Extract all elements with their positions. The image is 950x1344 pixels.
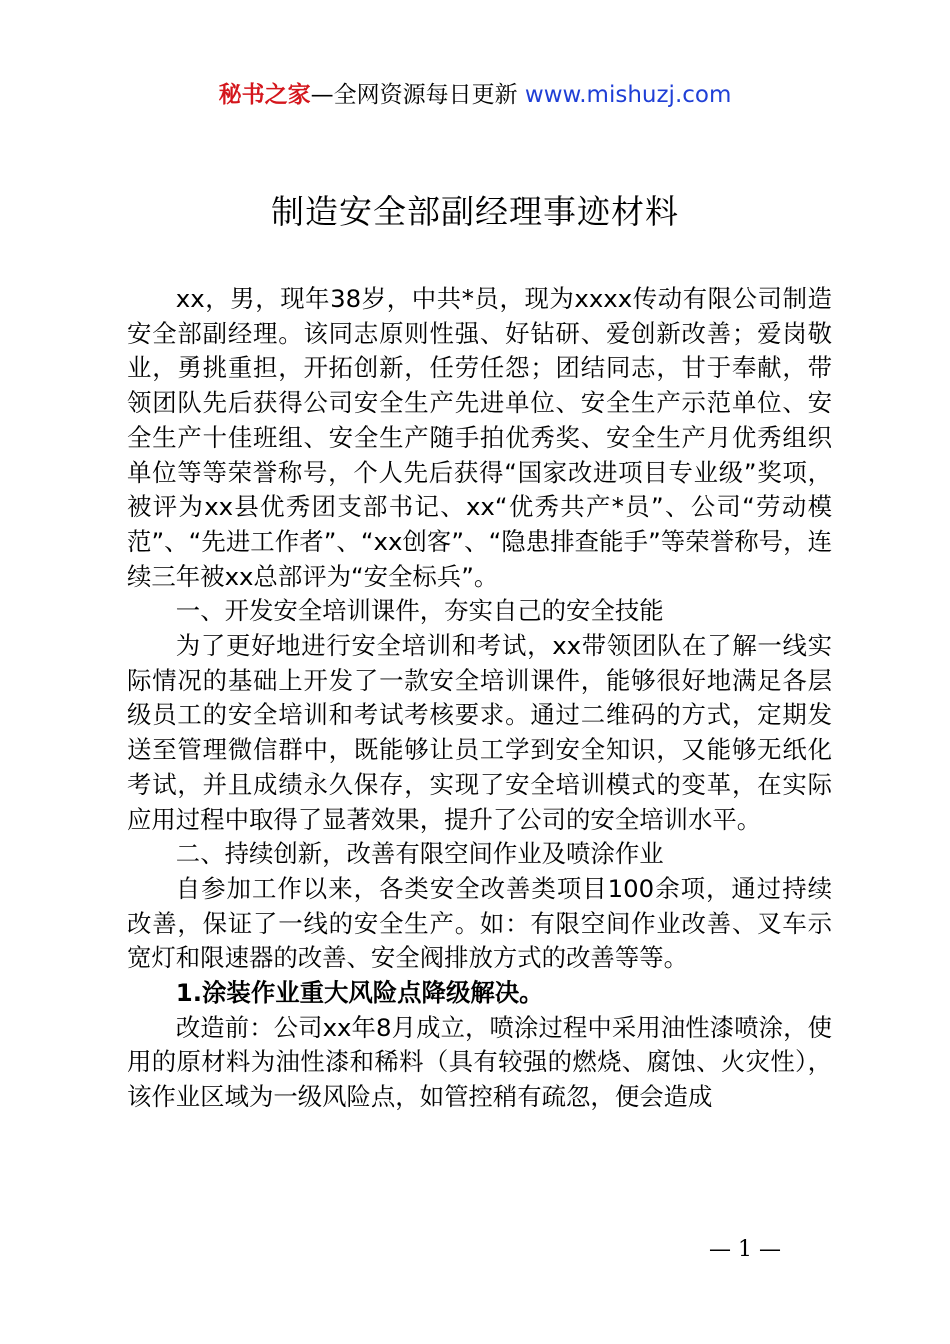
header-brand: 秘书之家 xyxy=(218,82,311,108)
page-number: — 1 — xyxy=(709,1237,781,1262)
paragraph: 一、开发安全培训课件，夯实自己的安全技能 xyxy=(175,596,664,626)
header-tagline: —全网资源每日更新 xyxy=(310,82,525,108)
header-url-link[interactable]: www.mishuzj.com xyxy=(524,82,732,108)
paragraph: 为了更好地进行安全培训和考试，xx带领团队在了解一线实际情况的基础上开发了一款安全培训课件，能够很好地满足各层级员工的安全培训和考试考核要求。通过二维码的方式，定期发送至管理微信群中，既能够让员工学到安全知识，又能够无纸化考试，并且成绩永久保存，实现了安全培训模式的变革，在实际应用过程中取得了显著效果，提升了公司的安全培训水平。 xyxy=(127,631,832,834)
section-subheading: 1.涂装作业重大风险点降级解决。 xyxy=(175,978,544,1008)
document-title: 制造安全部副经理事迹材料 xyxy=(271,192,679,231)
paragraph: 改造前：公司xx年8月成立，喷涂过程中采用油性漆喷涂，使用的原材料为油性漆和稀料（具有较强的燃烧、腐蚀、火灾性），该作业区域为一级风险点，如管控稍有疏忽，便会造成 xyxy=(127,1012,832,1112)
paragraph: 自参加工作以来，各类安全改善类项目100余项，通过持续改善，保证了一线的安全生产。如：有限空间作业改善、叉车示宽灯和限速器的改善、安全阀排放方式的改善等等。 xyxy=(127,873,832,973)
paragraph: xx，男，现年38岁，中共*员，现为xxxx传动有限公司制造安全部副经理。该同志原则性强、好钻研、爱创新改善；爱岗敬业，勇挑重担，开拓创新，任劳任怨；团结同志，甘于奉献，带领团队先后获得公司安全生产先进单位、安全生产示范单位、安全生产十佳班组、安全生产随手拍优秀奖、安全生产月优秀组织单位等等荣誉称号，个人先后获得“国家改进项目专业级”奖项，被评为xx县优秀团支部书记、xx“优秀共产*员”、公司“劳动模范”、“先进工作者”、“xx创客”、“隐患排查能手”等荣誉称号，连续三年被xx总部评为“安全标兵”。 xyxy=(127,284,832,591)
paragraph: 二、持续创新，改善有限空间作业及喷涂作业 xyxy=(175,839,664,869)
site-header xyxy=(0,80,950,110)
document-body xyxy=(127,282,832,1115)
